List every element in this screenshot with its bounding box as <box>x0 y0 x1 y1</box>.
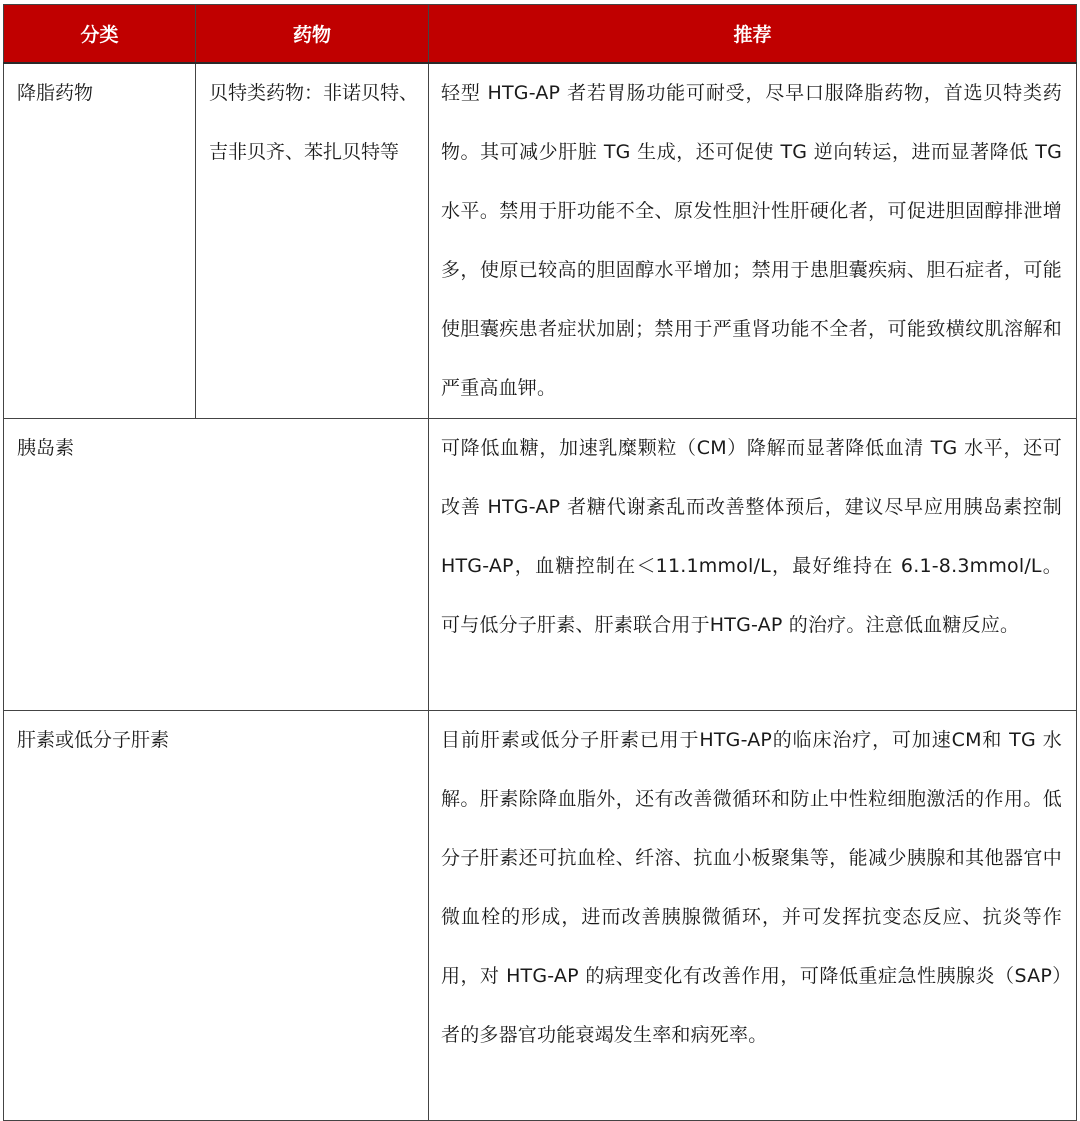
recommendation-cell: 轻型 HTG-AP 者若胃肠功能可耐受，尽早口服降脂药物，首选贝特类药物。其可减少肝脏 TG 生成，还可促使 TG 逆向转运，进而显著降低 TG 水平。禁用于肝功能不全、原发性胆汁性肝硬化者，可促进胆固醇排泄增多，使原已较高的胆固醇水平增加；禁用于患胆囊疾病、胆石症者，可能使胆囊疾患者症状加剧；禁用于严重肾功能不全者，可能致横纹肌溶解和严重高血钾。 <box>429 63 1077 419</box>
recommendation-cell: 可降低血糖，加速乳糜颗粒（CM）降解而显著降低血清 TG 水平，还可改善 HTG-AP 者糖代谢紊乱而改善整体预后，建议尽早应用胰岛素控制 HTG-AP，血糖控制在＜11.1mmol/L，最好维持在 6.1-8.3mmol/L。可与低分子肝素、肝素联合用于HTG-AP 的治疗。注意低血糖反应。 <box>429 419 1077 711</box>
category-cell: 胰岛素 <box>4 419 429 711</box>
header-category: 分类 <box>4 5 196 64</box>
table-header-row <box>4 5 1077 64</box>
recommendation-cell: 目前肝素或低分子肝素已用于HTG-AP的临床治疗，可加速CM和 TG 水解。肝素除降血脂外，还有改善微循环和防止中性粒细胞激活的作用。低分子肝素还可抗血栓、纤溶、抗血小板聚集等，能减少胰腺和其他器官中微血栓的形成，进而改善胰腺微循环，并可发挥抗变态反应、抗炎等作用，对 HTG-AP 的病理变化有改善作用，可降低重症急性胰腺炎（SAP）者的多器官功能衰竭发生率和病死率。 <box>429 711 1077 1121</box>
category-cell: 肝素或低分子肝素 <box>4 711 429 1121</box>
table-header <box>4 5 1077 64</box>
category-cell: 降脂药物 <box>4 63 196 419</box>
header-drug: 药物 <box>196 5 429 64</box>
table-row <box>4 63 1077 419</box>
drug-cell: 贝特类药物：非诺贝特、吉非贝齐、苯扎贝特等 <box>196 63 429 419</box>
drug-recommendation-table <box>3 4 1077 1121</box>
table-row <box>4 711 1077 1121</box>
header-recommendation: 推荐 <box>429 5 1077 64</box>
table-row <box>4 419 1077 711</box>
table-body <box>4 63 1077 1121</box>
